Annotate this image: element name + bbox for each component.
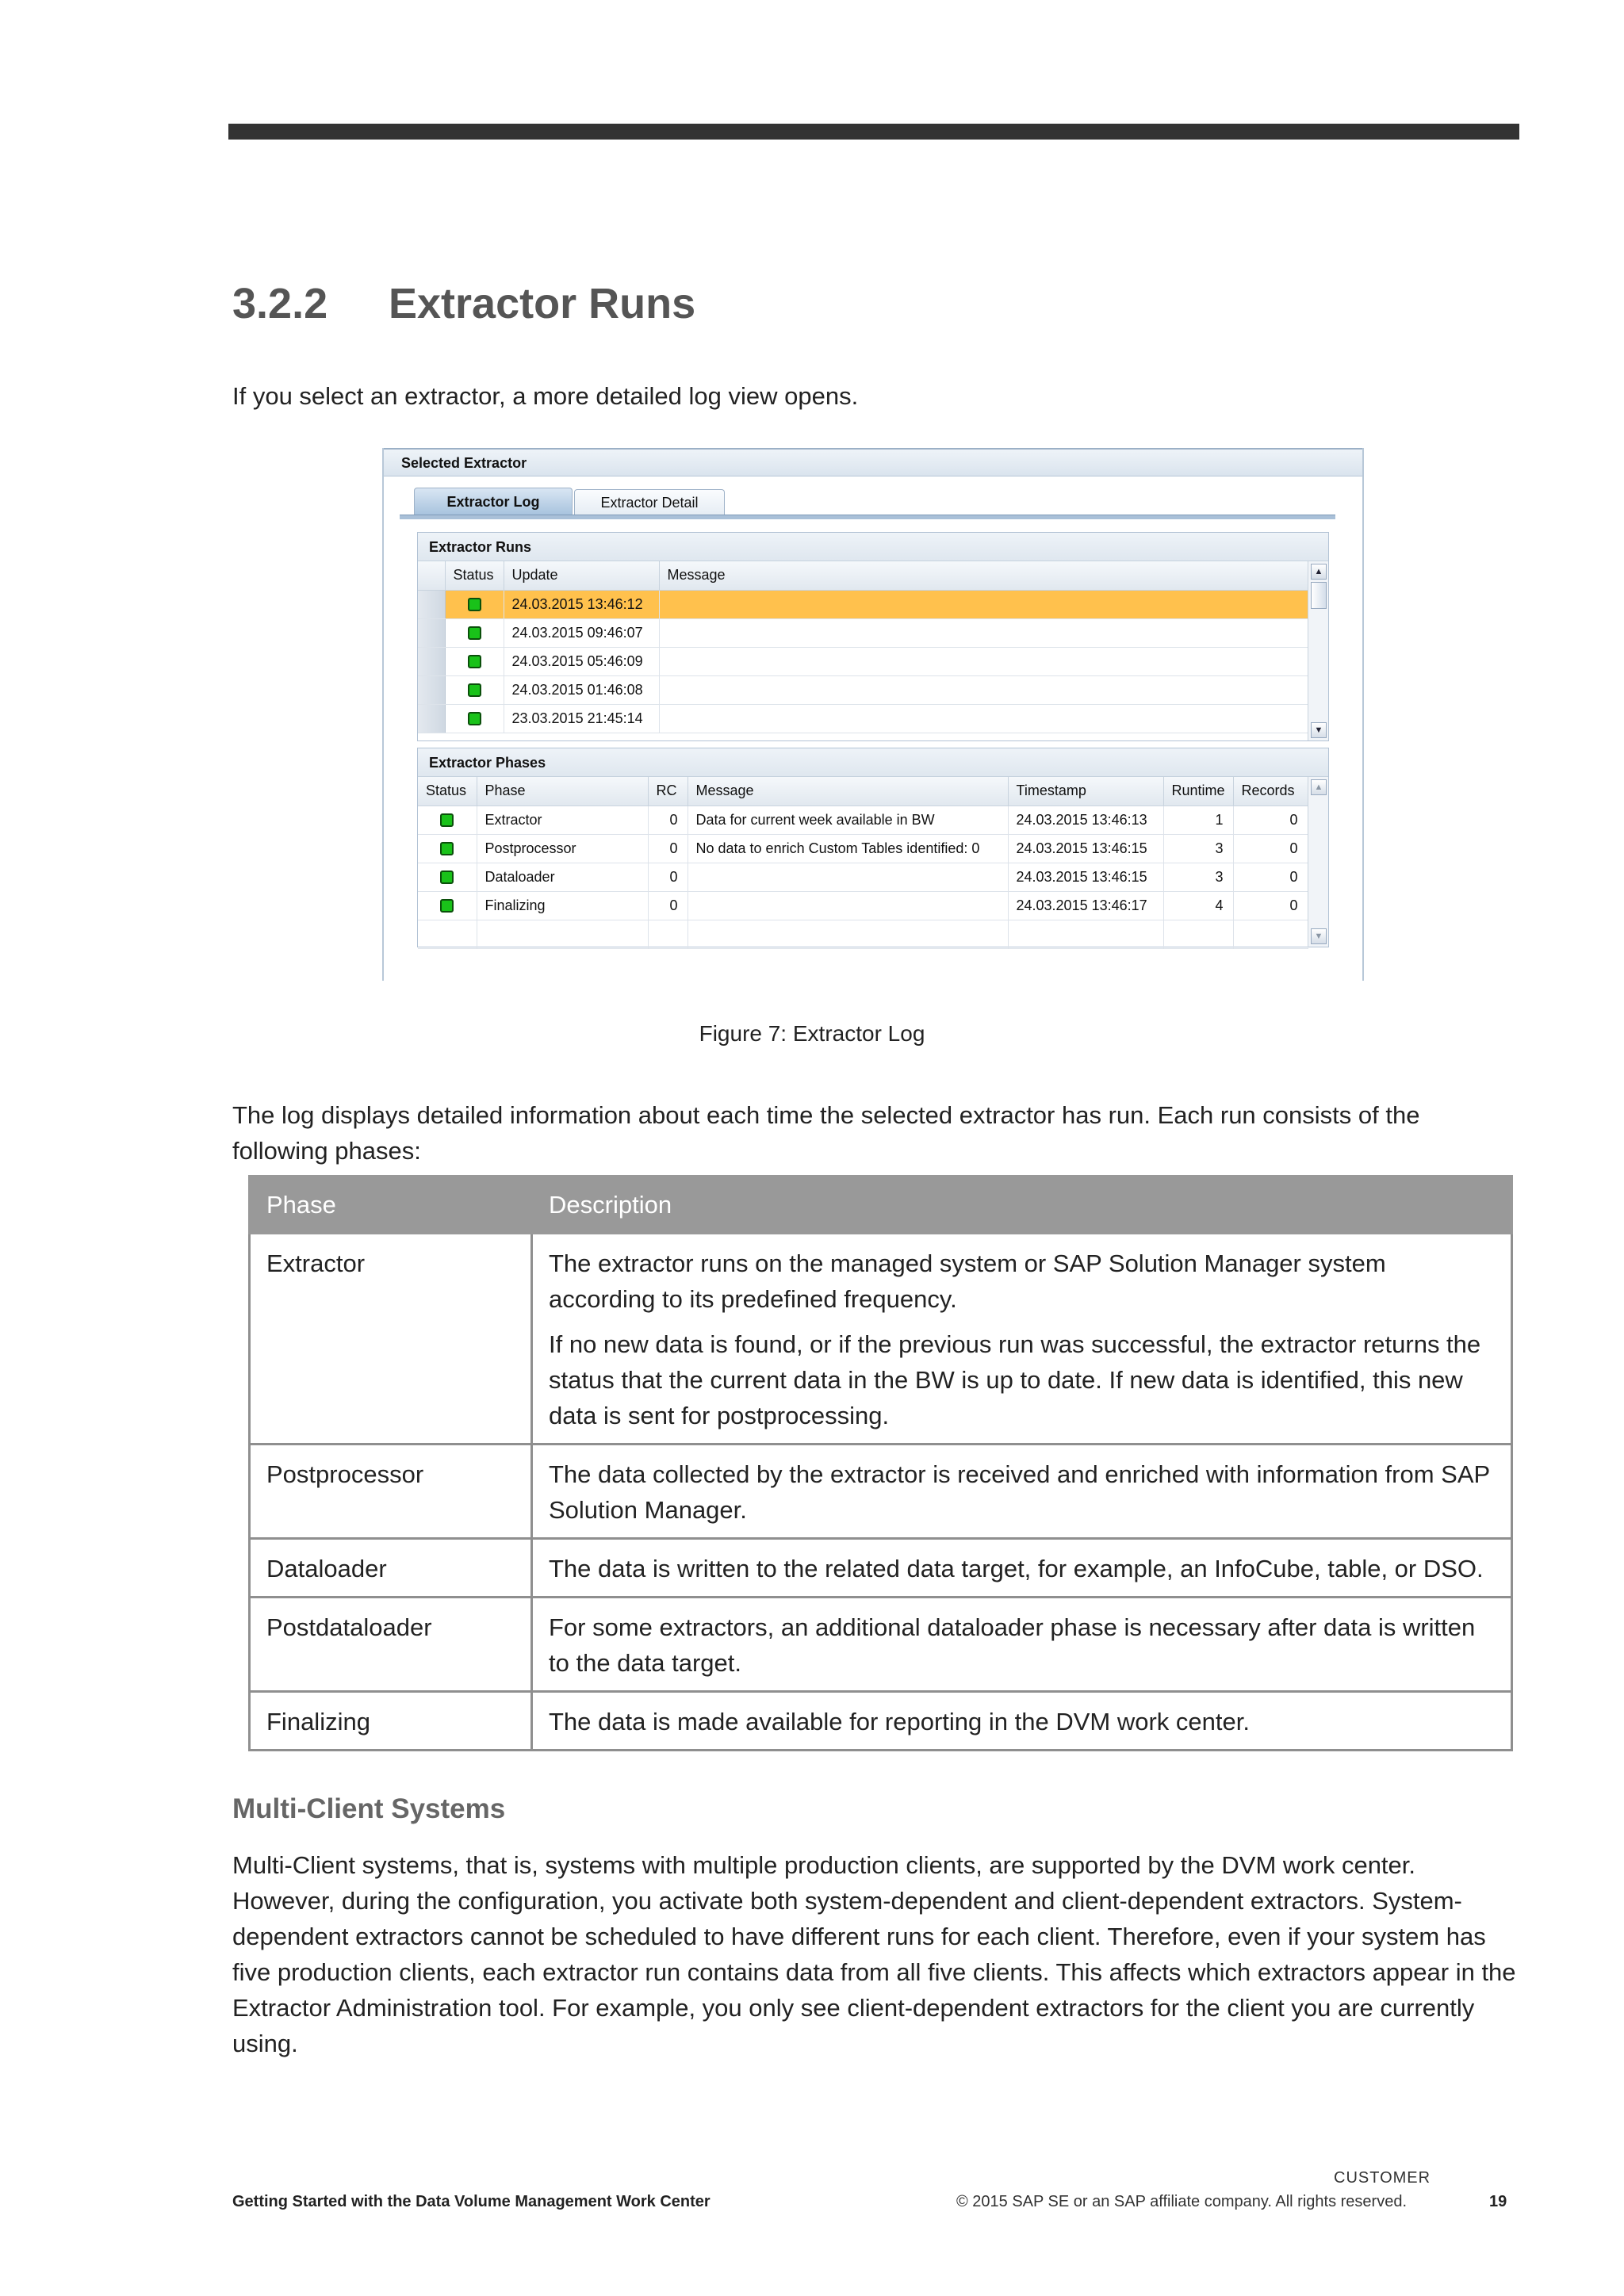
extractor-phases-panel xyxy=(417,748,1329,947)
phase-row-empty xyxy=(418,920,1308,948)
footer-copyright: © 2015 SAP SE or an SAP affiliate company. All rights reserved. xyxy=(956,2193,1408,2210)
run-message xyxy=(659,618,1308,647)
phase-cell: Finalizing xyxy=(250,1692,532,1751)
phase-runtime: 3 xyxy=(1163,834,1233,863)
run-row[interactable] xyxy=(418,647,1308,675)
run-update: 23.03.2015 21:45:14 xyxy=(504,704,659,733)
header-description: Description xyxy=(532,1177,1512,1234)
row-selector[interactable] xyxy=(418,618,445,647)
phase-name: Postprocessor xyxy=(477,834,648,863)
run-message xyxy=(659,704,1308,733)
row-selector[interactable] xyxy=(418,675,445,704)
section-number: 3.2.2 xyxy=(232,280,328,327)
column-header-rc[interactable]: RC xyxy=(648,777,688,806)
tab-extractor-detail[interactable]: Extractor Detail xyxy=(574,489,725,515)
run-update: 24.03.2015 13:46:12 xyxy=(504,590,659,618)
phase-rc: 0 xyxy=(648,834,688,863)
phase-runtime: 3 xyxy=(1163,863,1233,891)
phase-timestamp: 24.03.2015 13:46:17 xyxy=(1008,891,1163,920)
phase-timestamp: 24.03.2015 13:46:15 xyxy=(1008,834,1163,863)
phase-table-header xyxy=(250,1177,1512,1234)
phase-timestamp: 24.03.2015 13:46:13 xyxy=(1008,806,1163,834)
footer-classification: CUSTOMER xyxy=(1334,2169,1431,2187)
column-header-message[interactable]: Message xyxy=(688,777,1008,806)
description-cell xyxy=(532,1692,1512,1751)
column-header-records[interactable]: Records xyxy=(1233,777,1308,806)
phase-records: 0 xyxy=(1233,806,1308,834)
phase-name: Finalizing xyxy=(477,891,648,920)
header-phase: Phase xyxy=(250,1177,532,1234)
table-row xyxy=(250,1692,1512,1751)
run-update: 24.03.2015 05:46:09 xyxy=(504,647,659,675)
table-row xyxy=(250,1445,1512,1539)
phase-row[interactable] xyxy=(418,891,1308,920)
column-header-status[interactable]: Status xyxy=(418,777,477,806)
page-number: 19 xyxy=(1489,2193,1507,2210)
description-cell xyxy=(532,1234,1512,1445)
run-message xyxy=(659,647,1308,675)
phases-panel-title: Extractor Phases xyxy=(418,748,1328,777)
runs-table xyxy=(418,561,1308,733)
phase-cell: Postdataloader xyxy=(250,1598,532,1692)
column-header-timestamp[interactable]: Timestamp xyxy=(1008,777,1163,806)
section-heading xyxy=(232,279,695,328)
figure-caption: Figure 7: Extractor Log xyxy=(699,1021,925,1046)
description-text: The data collected by the extractor is received and enriched with information from SAP Solution Manager. xyxy=(549,1460,1490,1524)
phase-records: 0 xyxy=(1233,834,1308,863)
column-header-message[interactable]: Message xyxy=(659,561,1308,590)
scroll-up-arrow-icon[interactable]: ▲ xyxy=(1311,779,1327,795)
scroll-down-arrow-icon[interactable]: ▼ xyxy=(1311,722,1327,738)
phase-name: Extractor xyxy=(477,806,648,834)
table-row xyxy=(250,1234,1512,1445)
status-green-icon xyxy=(440,871,454,884)
column-header-status[interactable]: Status xyxy=(445,561,504,590)
status-green-icon xyxy=(468,626,481,640)
run-row[interactable] xyxy=(418,704,1308,733)
description-text: If no new data is found, or if the previous run was successful, the extractor returns the status that the current data in the BW is up to date. If new data is identified, this new data is sent for postprocessing. xyxy=(549,1330,1481,1429)
intro-paragraph: If you select an extractor, a more detailed log view opens. xyxy=(232,382,859,410)
phase-message: No data to enrich Custom Tables identified: 0 xyxy=(688,834,1008,863)
phase-row[interactable] xyxy=(418,863,1308,891)
phases-grid xyxy=(418,777,1308,949)
run-row[interactable] xyxy=(418,675,1308,704)
phase-message xyxy=(688,863,1008,891)
description-text: For some extractors, an additional dataloader phase is necessary after data is written to the data target. xyxy=(549,1613,1476,1677)
status-green-icon xyxy=(440,842,454,855)
window-title: Selected Extractor xyxy=(384,448,1362,476)
status-green-icon xyxy=(440,899,454,913)
phase-rc: 0 xyxy=(648,891,688,920)
phases-header-row xyxy=(418,777,1308,806)
scroll-up-arrow-icon[interactable]: ▲ xyxy=(1311,564,1327,580)
run-row[interactable] xyxy=(418,590,1308,618)
run-message xyxy=(659,675,1308,704)
tab-extractor-log[interactable]: Extractor Log xyxy=(414,488,573,515)
run-row[interactable] xyxy=(418,618,1308,647)
scroll-thumb[interactable] xyxy=(1311,582,1327,609)
phase-cell: Postprocessor xyxy=(250,1445,532,1539)
phase-records: 0 xyxy=(1233,891,1308,920)
scroll-down-arrow-icon[interactable]: ▼ xyxy=(1311,928,1327,944)
phase-timestamp: 24.03.2015 13:46:15 xyxy=(1008,863,1163,891)
table-row xyxy=(250,1598,1512,1692)
phase-cell: Dataloader xyxy=(250,1539,532,1598)
row-selector[interactable] xyxy=(418,647,445,675)
phases-scrollbar[interactable] xyxy=(1308,777,1328,947)
status-green-icon xyxy=(468,712,481,725)
header-rule xyxy=(228,124,1519,140)
runs-header-row xyxy=(418,561,1308,590)
description-cell xyxy=(532,1539,1512,1598)
phase-row[interactable] xyxy=(418,834,1308,863)
phase-rc: 0 xyxy=(648,806,688,834)
phase-description-table xyxy=(248,1175,1513,1751)
status-green-icon xyxy=(468,683,481,697)
runs-panel-title: Extractor Runs xyxy=(418,533,1328,561)
phase-records: 0 xyxy=(1233,863,1308,891)
runs-scrollbar[interactable] xyxy=(1308,561,1328,740)
tab-strip-rule xyxy=(400,515,1335,519)
log-paragraph: The log displays detailed information about each time the selected extractor has run. Each run consists of the following phases: xyxy=(232,1101,1420,1165)
description-text: The data is written to the related data target, for example, an InfoCube, table, or DSO. xyxy=(549,1555,1484,1582)
phase-name: Dataloader xyxy=(477,863,648,891)
table-row xyxy=(250,1539,1512,1598)
phase-cell: Extractor xyxy=(250,1234,532,1445)
run-update: 24.03.2015 09:46:07 xyxy=(504,618,659,647)
column-header-phase[interactable]: Phase xyxy=(477,777,648,806)
description-cell xyxy=(532,1598,1512,1692)
description-text: The data is made available for reporting in the DVM work center. xyxy=(549,1708,1250,1735)
phase-runtime: 1 xyxy=(1163,806,1233,834)
multi-client-paragraph: Multi-Client systems, that is, systems with multiple production clients, are supported by the DVM work center. However, during the configuration, you activate both system-dependent and client-dependent extractors. System-dependent extractors cannot be scheduled to have different runs for each client. Therefore, even if your system has five production clients, each extractor run contains data from all five clients. This affects which extractors appear in the Extractor Administration tool. For example, you only see client-dependent extractors for the client you are currently using. xyxy=(232,1851,1516,2057)
extractor-runs-panel xyxy=(417,532,1329,741)
status-green-icon xyxy=(468,655,481,668)
phase-message xyxy=(688,891,1008,920)
description-cell xyxy=(532,1445,1512,1539)
extractor-log-screenshot xyxy=(382,448,1364,981)
column-header-runtime[interactable]: Runtime xyxy=(1163,777,1233,806)
row-selector-header xyxy=(418,561,445,590)
column-header-update[interactable]: Update xyxy=(504,561,659,590)
phase-message: Data for current week available in BW xyxy=(688,806,1008,834)
row-selector[interactable] xyxy=(418,590,445,618)
row-selector[interactable] xyxy=(418,704,445,733)
run-update: 24.03.2015 01:46:08 xyxy=(504,675,659,704)
status-green-icon xyxy=(468,598,481,611)
multi-client-heading: Multi-Client Systems xyxy=(232,1793,506,1824)
section-title: Extractor Runs xyxy=(389,280,696,327)
footer-document-title: Getting Started with the Data Volume Management Work Center xyxy=(232,2193,710,2210)
phase-rc: 0 xyxy=(648,863,688,891)
status-green-icon xyxy=(440,813,454,827)
phase-runtime: 4 xyxy=(1163,891,1233,920)
description-text: The extractor runs on the managed system or SAP Solution Manager system according to its predefined frequency. xyxy=(549,1249,1386,1313)
phase-row[interactable] xyxy=(418,806,1308,834)
run-message xyxy=(659,590,1308,618)
